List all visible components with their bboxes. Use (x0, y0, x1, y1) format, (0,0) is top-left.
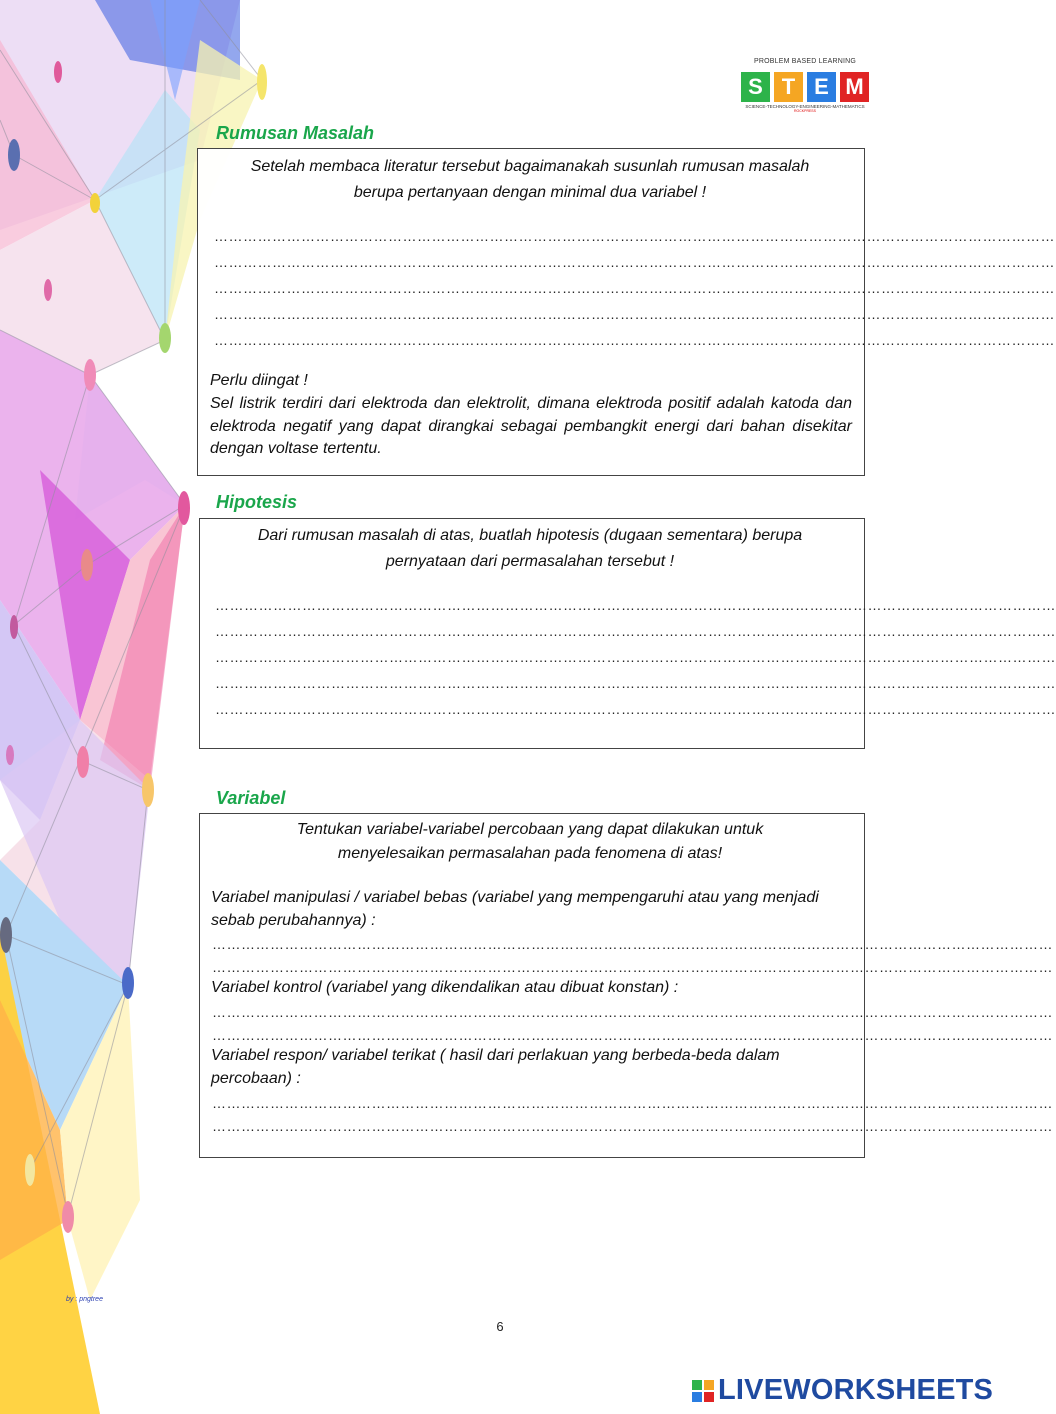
rumusan-instruction-1: Setelah membaca literatur tersebut bagaimanakah susunlah rumusan masalah (250, 158, 810, 175)
logo-letter-t: T (774, 72, 803, 102)
logo-letters (738, 72, 872, 102)
hipotesis-answer-line-4[interactable]: ………………………………………………………………………………………………………………………………………………………… (215, 675, 1056, 691)
liveworksheets-brand[interactable] (692, 1374, 993, 1407)
manipulasi-answer-line-1[interactable]: ………………………………………………………………………………………………………………………………………………………… (212, 936, 1053, 952)
image-credit: by : pngtree (66, 1296, 103, 1303)
hipotesis-answer-line-2[interactable]: ………………………………………………………………………………………………………………………………………………………… (215, 623, 1056, 639)
manipulasi-answer-line-2[interactable]: ………………………………………………………………………………………………………………………………………………………… (212, 959, 1053, 975)
hipotesis-instruction-2: pernyataan dari permasalahan tersebut ! (385, 553, 675, 570)
hipotesis-answer-line-5[interactable]: ………………………………………………………………………………………………………………………………………………………… (215, 701, 1056, 717)
variabel-heading: Variabel (216, 788, 286, 808)
logo-top-text: PROBLEM BASED LEARNING (753, 58, 857, 65)
rumusan-answer-line-1[interactable]: ………………………………………………………………………………………………………………………………………………………… (214, 228, 1055, 244)
hipotesis-answer-line-1[interactable]: ………………………………………………………………………………………………………………………………………………………… (215, 597, 1056, 613)
logo-subtitle-2: ROCKPRESS (794, 109, 816, 113)
stem-logo (738, 58, 872, 126)
respon-answer-line-2[interactable]: ………………………………………………………………………………………………………………………………………………………… (212, 1118, 1053, 1134)
rumusan-heading: Rumusan Masalah (216, 123, 375, 143)
respon-answer-line-1[interactable]: ………………………………………………………………………………………………………………………………………………………… (212, 1095, 1053, 1111)
logo-subtitle: SCIENCE-TECHNOLOGY-ENGINEERING-MATHEMATICS (745, 104, 865, 109)
rumusan-answer-line-5[interactable]: ………………………………………………………………………………………………………………………………………………………… (214, 332, 1055, 348)
rumusan-answer-line-4[interactable]: ………………………………………………………………………………………………………………………………………………………… (214, 306, 1055, 322)
kontrol-answer-line-1[interactable]: ………………………………………………………………………………………………………………………………………………………… (212, 1004, 1053, 1020)
hipotesis-instruction-1: Dari rumusan masalah di atas, buatlah hipotesis (dugaan sementara) berupa (257, 527, 803, 544)
variabel-instruction-1: Tentukan variabel-variabel percobaan yang dapat dilakukan untuk (296, 821, 764, 838)
liveworksheets-logo-icon (692, 1380, 714, 1402)
hipotesis-heading: Hipotesis (216, 492, 298, 512)
hipotesis-answer-line-3[interactable]: ………………………………………………………………………………………………………………………………………………………… (215, 649, 1056, 665)
kontrol-label: Variabel kontrol (variabel yang dikendalikan atau dibuat konstan) : (211, 979, 679, 996)
note-title: Perlu diingat ! (210, 372, 308, 389)
manipulasi-label: Variabel manipulasi / variabel bebas (variabel yang mempengaruhi atau yang menjadi sebab perubahannya) : (211, 889, 819, 929)
liveworksheets-wordmark: LIVEWORKSHEETS (718, 1374, 994, 1406)
page-number: 6 (496, 1319, 504, 1334)
rumusan-instruction-2: berupa pertanyaan dengan minimal dua variabel ! (353, 184, 707, 201)
logo-letter-s: S (741, 72, 770, 102)
rumusan-answer-line-2[interactable]: ………………………………………………………………………………………………………………………………………………………… (214, 254, 1055, 270)
rumusan-answer-line-3[interactable]: ………………………………………………………………………………………………………………………………………………………… (214, 280, 1055, 296)
note-body: Sel listrik terdiri dari elektroda dan elektrolit, dimana elektroda positif adalah katoda dan elektroda negatif yang dapat dirangkai sebagai pembangkit energi dari bahan disekitar dengan voltase tertentu. (210, 395, 852, 457)
variabel-instruction-2: menyelesaikan permasalahan pada fenomena di atas! (337, 845, 723, 862)
logo-letter-m: M (840, 72, 869, 102)
respon-label: Variabel respon/ variabel terikat ( hasil dari perlakuan yang berbeda-beda dalam percobaan) : (211, 1047, 780, 1087)
logo-letter-e: E (807, 72, 836, 102)
kontrol-answer-line-2[interactable]: ………………………………………………………………………………………………………………………………………………………… (212, 1027, 1053, 1043)
